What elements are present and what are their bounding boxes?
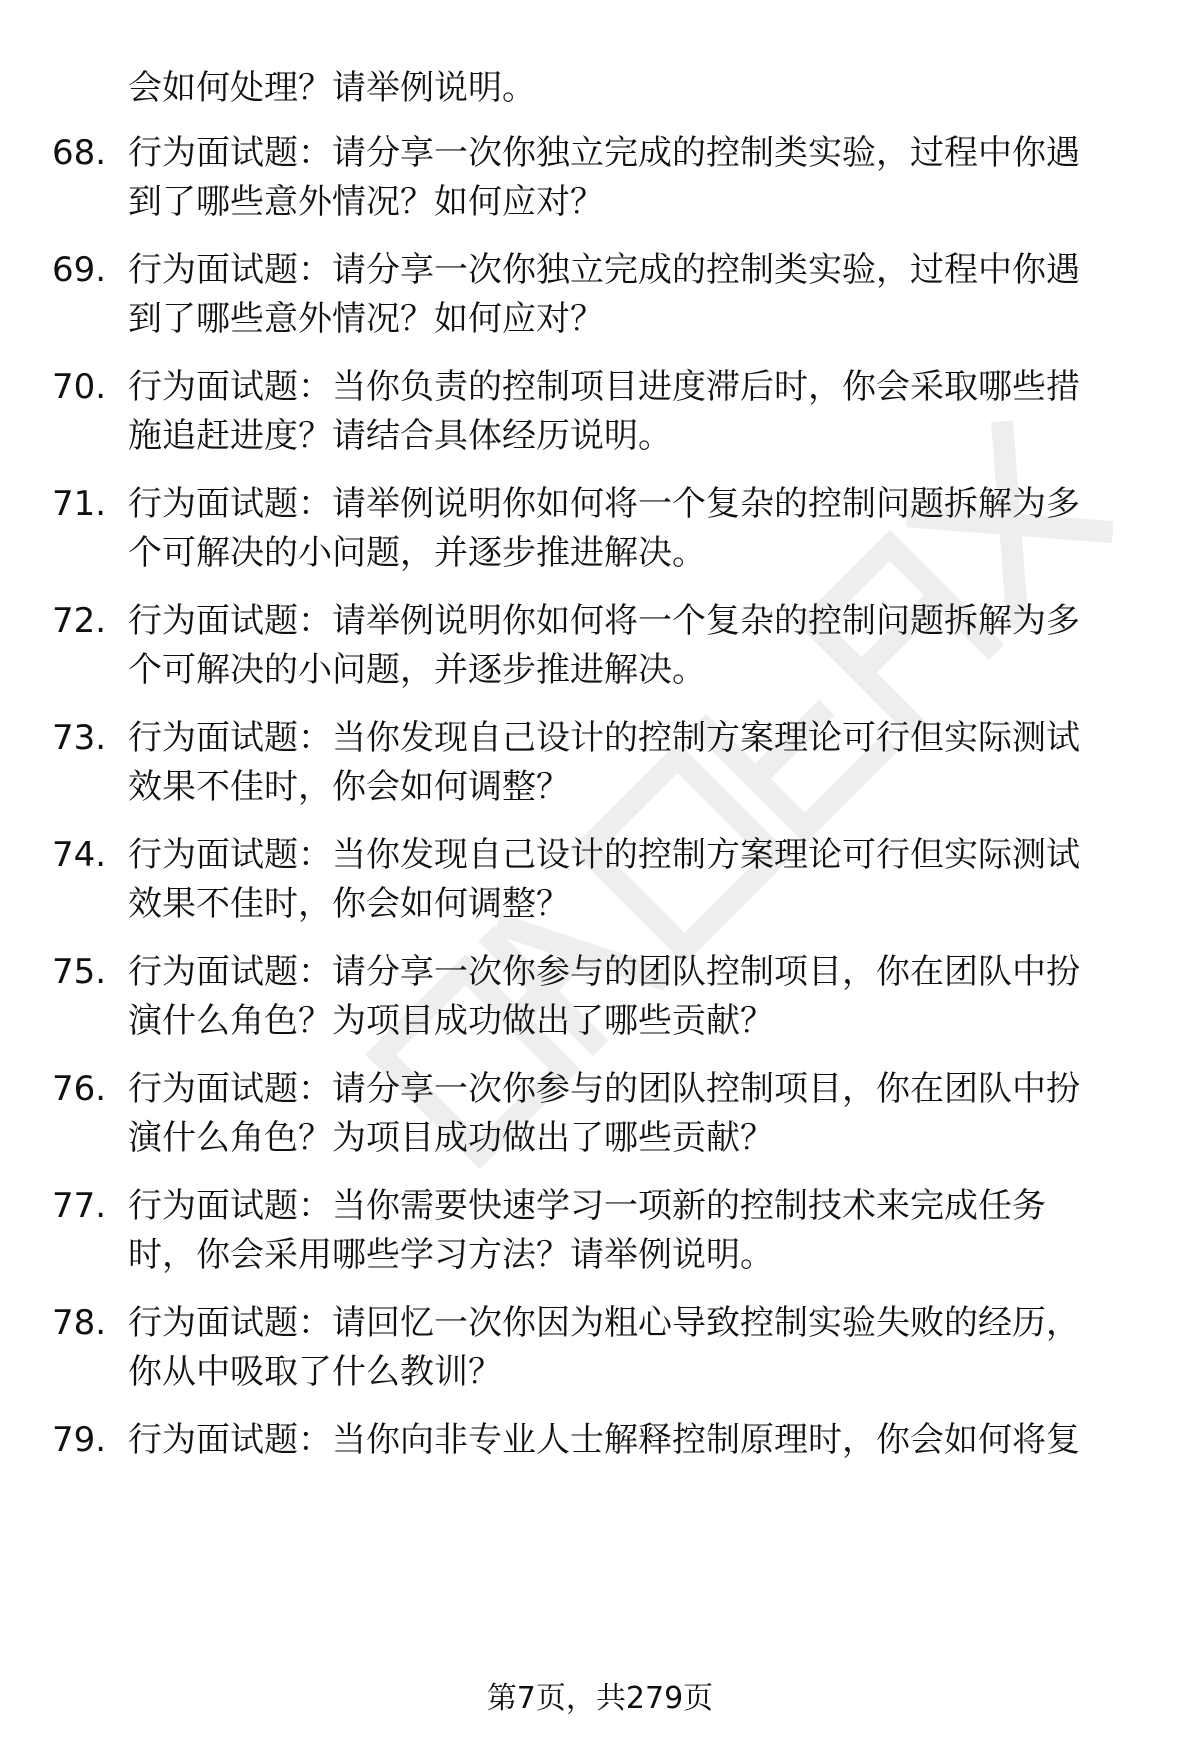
question-text-line: 行为面试题：请分享一次你独立完成的控制类实验，过程中你遇 xyxy=(128,133,1080,173)
question-text-line: 行为面试题：请举例说明你如何将一个复杂的控制问题拆解为多 xyxy=(128,484,1080,524)
question-text-line: 时，你会采用哪些学习方法？请举例说明。 xyxy=(128,1235,774,1275)
question-text-line: 行为面试题：请举例说明你如何将一个复杂的控制问题拆解为多 xyxy=(128,601,1080,641)
question-text-line: 个可解决的小问题，并逐步推进解决。 xyxy=(128,650,706,690)
question-number: 77. xyxy=(52,1186,107,1226)
question-text-line: 演什么角色？为项目成功做出了哪些贡献？ xyxy=(128,1001,774,1041)
question-text-line: 到了哪些意外情况？如何应对？ xyxy=(128,299,604,339)
continuation-text: 会如何处理？请举例说明。 xyxy=(128,68,536,108)
question-text-line: 行为面试题：请分享一次你参与的团队控制项目，你在团队中扮 xyxy=(128,952,1080,992)
question-number: 79. xyxy=(52,1420,107,1460)
question-text-line: 行为面试题：请分享一次你参与的团队控制项目，你在团队中扮 xyxy=(128,1069,1080,1109)
question-number: 76. xyxy=(52,1069,107,1109)
question-text-line: 你从中吸取了什么教训？ xyxy=(128,1352,502,1392)
page-footer: 第7页，共279页 xyxy=(486,1681,714,1716)
question-number: 70. xyxy=(52,367,107,407)
question-text-line: 个可解决的小问题，并逐步推进解决。 xyxy=(128,533,706,573)
question-text-line: 效果不佳时，你会如何调整？ xyxy=(128,767,570,807)
question-number: 71. xyxy=(52,484,107,524)
question-number: 73. xyxy=(52,718,107,758)
question-number: 74. xyxy=(52,835,107,875)
question-number: 78. xyxy=(52,1303,107,1343)
question-number: 72. xyxy=(52,601,107,641)
question-text-line: 行为面试题：请分享一次你独立完成的控制类实验，过程中你遇 xyxy=(128,250,1080,290)
question-text-line: 行为面试题：当你发现自己设计的控制方案理论可行但实际测试 xyxy=(128,835,1080,875)
question-text-line: 行为面试题：当你需要快速学习一项新的控制技术来完成任务 xyxy=(128,1186,1046,1226)
question-text-line: 行为面试题：当你向非专业人士解释控制原理时，你会如何将复 xyxy=(128,1420,1080,1460)
question-text-line: 效果不佳时，你会如何调整？ xyxy=(128,884,570,924)
question-number: 69. xyxy=(52,250,107,290)
question-text-line: 行为面试题：请回忆一次你因为粗心导致控制实验失败的经历， xyxy=(128,1303,1080,1343)
question-text-line: 到了哪些意外情况？如何应对？ xyxy=(128,182,604,222)
question-number: 75. xyxy=(52,952,107,992)
question-text-line: 行为面试题：当你负责的控制项目进度滞后时，你会采取哪些措 xyxy=(128,367,1080,407)
question-text-line: 演什么角色？为项目成功做出了哪些贡献？ xyxy=(128,1118,774,1158)
question-text-line: 施追赶进度？请结合具体经历说明。 xyxy=(128,416,672,456)
question-number: 68. xyxy=(52,133,107,173)
question-text-line: 行为面试题：当你发现自己设计的控制方案理论可行但实际测试 xyxy=(128,718,1080,758)
